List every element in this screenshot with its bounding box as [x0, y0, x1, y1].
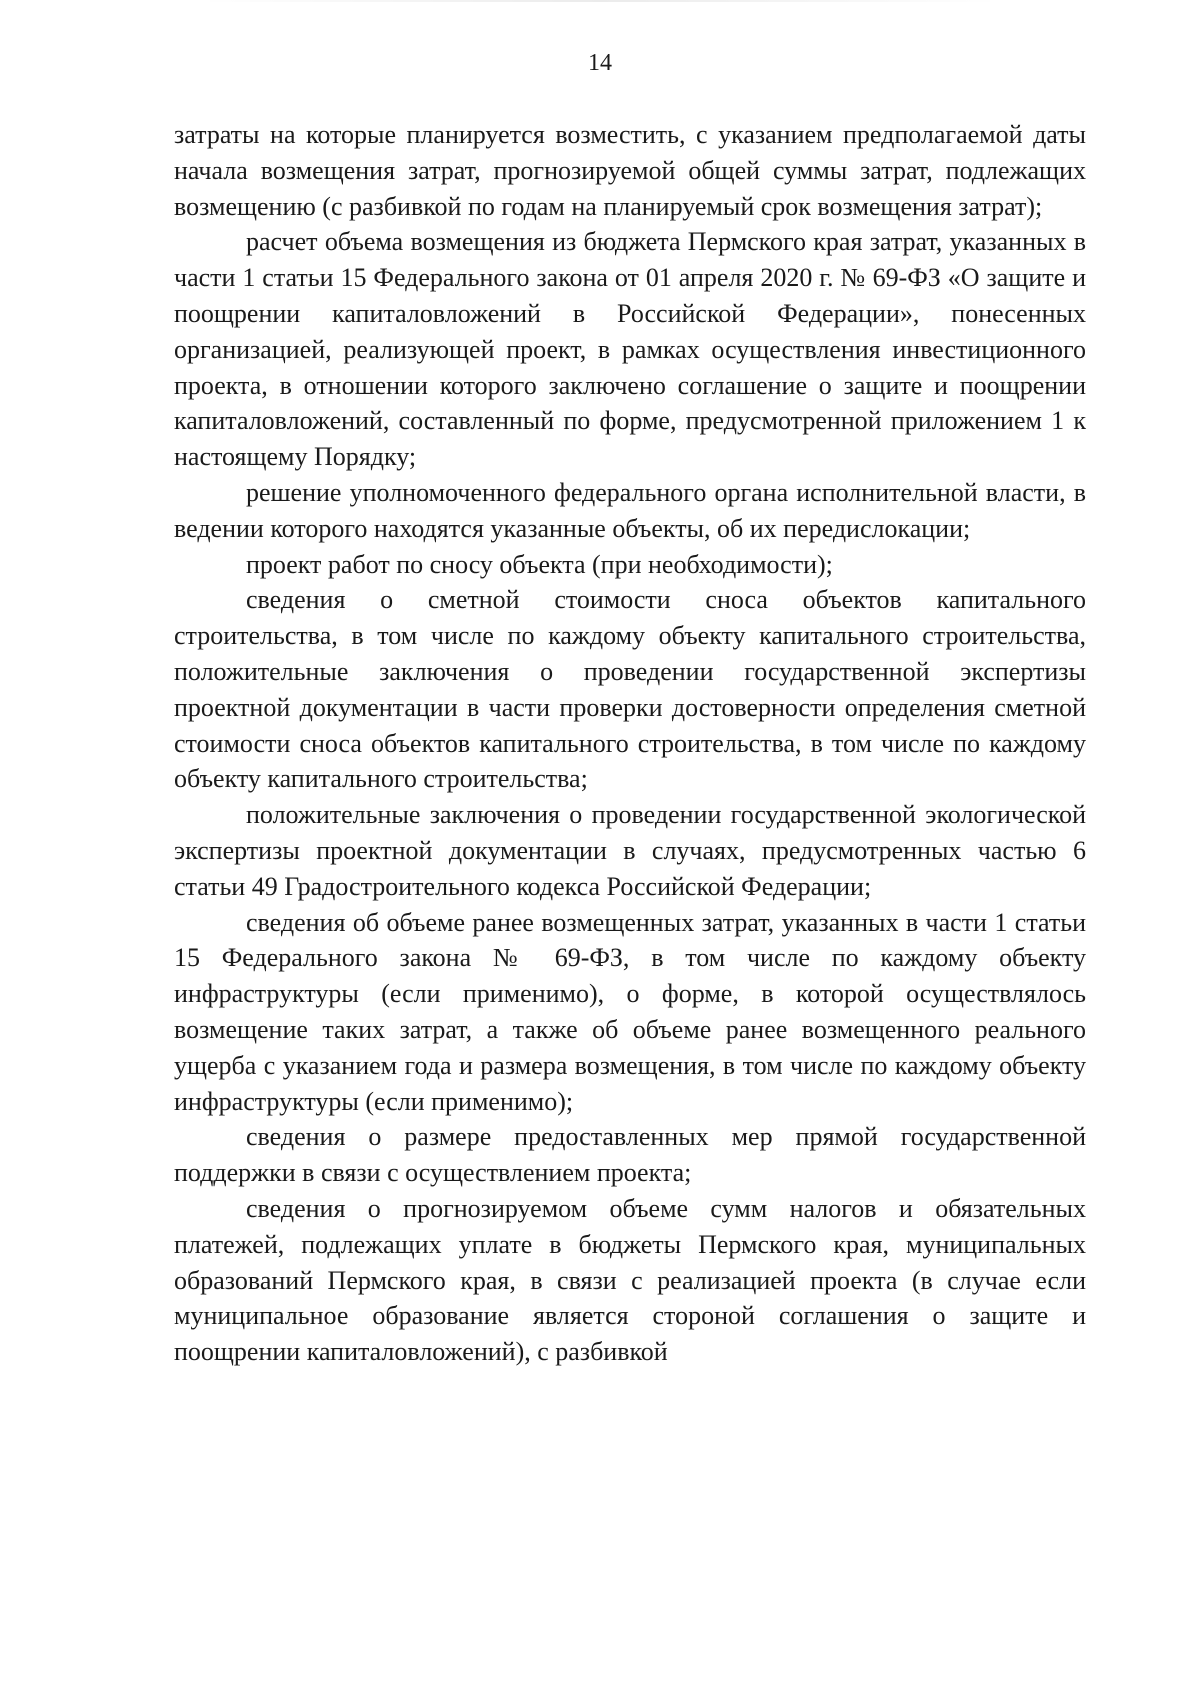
paragraph-6: положительные заключения о проведении государственной экологической экспертизы проектной документации в случаях, предусмотренных частью 6 статьи 49 Градостроительного кодекса Российской Федерации; [174, 800, 1086, 901]
document-body [174, 117, 1086, 1370]
paragraph-8: сведения о размере предоставленных мер прямой государственной поддержки в связи с осуществлением проекта; [174, 1122, 1086, 1188]
paragraph-3: решение уполномоченного федерального органа исполнительной власти, в ведении которого находятся указанные объекты, об их передислокации; [174, 477, 1086, 543]
paragraph-5: сведения о сметной стоимости сноса объектов капитального строительства, в том числе по каждому объекту капитального строительства, положительные заключения о проведении государственной экспертизы проектной документации в части проверки достоверности определения сметной стоимости сноса объектов капитального строительства, в том числе по каждому объекту капитального строительства; [174, 585, 1086, 794]
scan-edge-shadow [200, 0, 1000, 2]
paragraph-4: проект работ по сносу объекта (при необходимости); [246, 549, 833, 579]
paragraph-1: затраты на которые планируется возместить, с указанием предполагаемой даты начала возмещения затрат, прогнозируемой общей суммы затрат, подлежащих возмещению (с разбивкой по годам на планируемый срок возмещения затрат); [174, 120, 1086, 221]
paragraph-2: расчет объема возмещения из бюджета Пермского края затрат, указанных в части 1 статьи 15 Федерального закона от 01 апреля 2020 г. № 69-ФЗ «О защите и поощрении капиталовложений в Российской Федерации», понесенных организацией, реализующей проект, в рамках осуществления инвестиционного проекта, в отношении которого заключено соглашение о защите и поощрении капиталовложений, составленный по форме, предусмотренной приложением 1 к настоящему Порядку; [174, 227, 1086, 472]
page-number: 14 [588, 50, 612, 76]
paragraph-7: сведения об объеме ранее возмещенных затрат, указанных в части 1 статьи 15 Федерального закона № 69-ФЗ, в том числе по каждому объекту инфраструктуры (если применимо), о форме, в которой осуществлялось возмещение таких затрат, а также об объеме ранее возмещенного реального ущерба с указанием года и размера возмещения, в том числе по каждому объекту инфраструктуры (если применимо); [174, 907, 1086, 1116]
paragraph-9: сведения о прогнозируемом объеме сумм налогов и обязательных платежей, подлежащих уплате в бюджеты Пермского края, муниципальных образований Пермского края, в связи с реализацией проекта (в случае если муниципальное образование является стороной соглашения о защите и поощрении капиталовложений), с разбивкой [174, 1193, 1086, 1367]
